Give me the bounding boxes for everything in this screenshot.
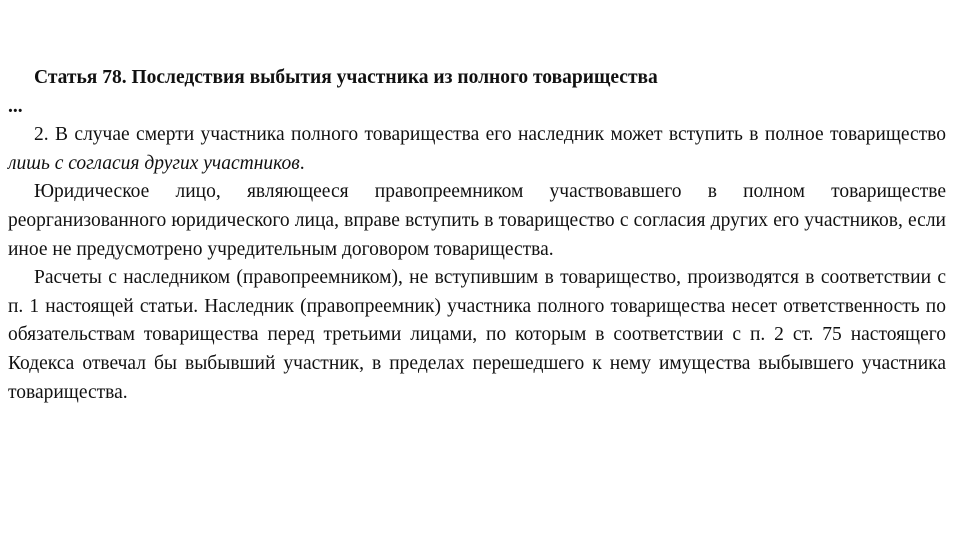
paragraph-1-text: 2. В случае смерти участника полного товарищества его наследник может вступить в полное товарищество <box>34 124 946 146</box>
ellipsis-marker: ... <box>8 95 23 117</box>
document-page <box>8 64 946 407</box>
paragraph-1-end: . <box>299 152 305 174</box>
paragraph-2: Юридическое лицо, являющееся правопреемником участвовавшего в полном товариществе реорганизованного юридического лица, вправе вступить в товарищество с согласия других его участников, если иное не предусмотрено учредительным договором товарищества. <box>8 181 946 260</box>
paragraph-3: Расчеты с наследником (правопреемником), не вступившим в товарищество, производятся в соответствии с п. 1 настоящей статьи. Наследник (правопреемник) участника полного товарищества несет ответственность по обязательствам товарищества перед третьими лицами, по которым в соответствии с п. 2 ст. 75 настоящего Кодекса отвечал бы выбывший участник, в пределах перешедшего к нему имущества выбывшего участника товарищества. <box>8 267 946 403</box>
paragraph-1 <box>8 121 946 178</box>
paragraph-1-italic: лишь с согласия других участников <box>8 152 300 174</box>
article-heading: Статья 78. Последствия выбытия участника из полного товарищества <box>34 67 658 88</box>
